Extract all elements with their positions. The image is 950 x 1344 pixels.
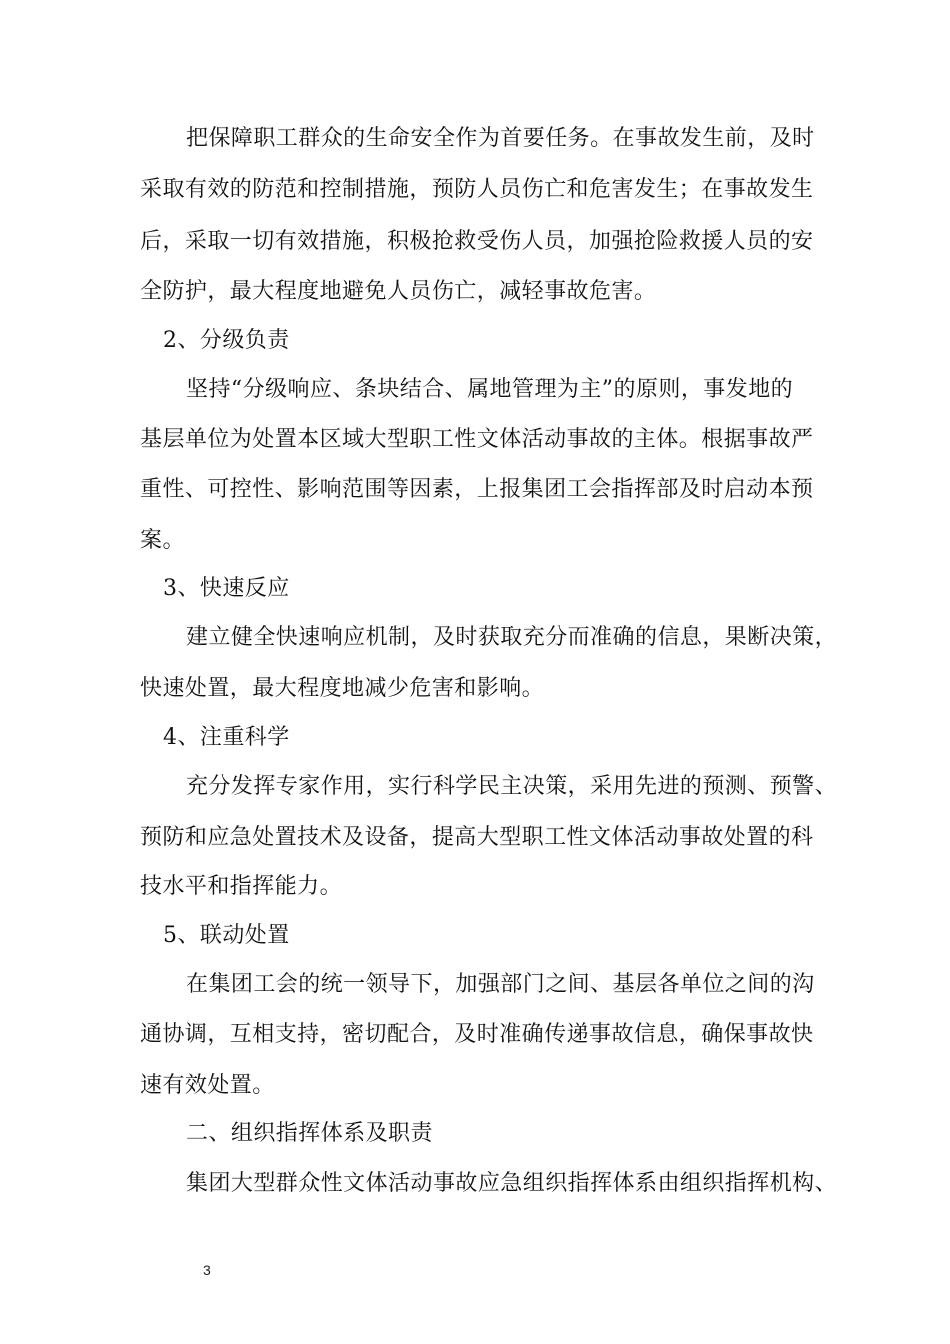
section-heading: 2、分级负责	[163, 328, 290, 353]
section-heading: 4、注重科学	[163, 725, 290, 750]
paragraph-line: 速有效处置。	[140, 1073, 275, 1098]
paragraph-line: 采取有效的防范和控制措施，预防人员伤亡和危害发生；在事故发生	[140, 177, 814, 202]
paragraph-line: 基层单位为处置本区域大型职工性文体活动事故的主体。根据事故严	[140, 427, 814, 452]
paragraph-line: 集团大型群众性文体活动事故应急组织指挥体系由组织指挥机构、	[186, 1171, 838, 1196]
paragraph-line: 充分发挥专家作用，实行科学民主决策，采用先进的预测、预警、	[186, 774, 838, 799]
paragraph-line: 技水平和指挥能力。	[140, 874, 343, 899]
paragraph-line: 预防和应急处置技术及设备，提高大型职工性文体活动事故处置的科	[140, 825, 814, 850]
paragraph-line: 快速处置，最大程度地减少危害和影响。	[140, 676, 545, 701]
section-heading: 3、快速反应	[163, 576, 290, 601]
paragraph-line: 后，采取一切有效措施，积极抢救受伤人员，加强抢险救援人员的安	[140, 229, 814, 254]
paragraph-line: 重性、可控性、影响范围等因素，上报集团工会指挥部及时启动本预	[140, 477, 814, 502]
paragraph-line: 全防护，最大程度地避免人员伤亡，减轻事故危害。	[140, 279, 657, 304]
paragraph-line: 案。	[140, 528, 185, 553]
paragraph-line: 把保障职工群众的生命安全作为首要任务。在事故发生前，及时	[186, 126, 815, 151]
page-number: 3	[203, 1262, 211, 1278]
paragraph-line: 坚持“分级响应、条块结合、属地管理为主”的原则，事发地的	[186, 377, 794, 402]
section-heading: 5、联动处置	[163, 923, 290, 948]
paragraph-line: 通协调，互相支持，密切配合，及时准确传递事故信息，确保事故快	[140, 1022, 814, 1047]
section-heading: 二、组织指挥体系及职责	[186, 1121, 433, 1146]
paragraph-line: 建立健全快速响应机制，及时获取充分而准确的信息，果断决策，	[186, 625, 838, 650]
paragraph-line: 在集团工会的统一领导下，加强部门之间、基层各单位之间的沟	[186, 972, 815, 997]
